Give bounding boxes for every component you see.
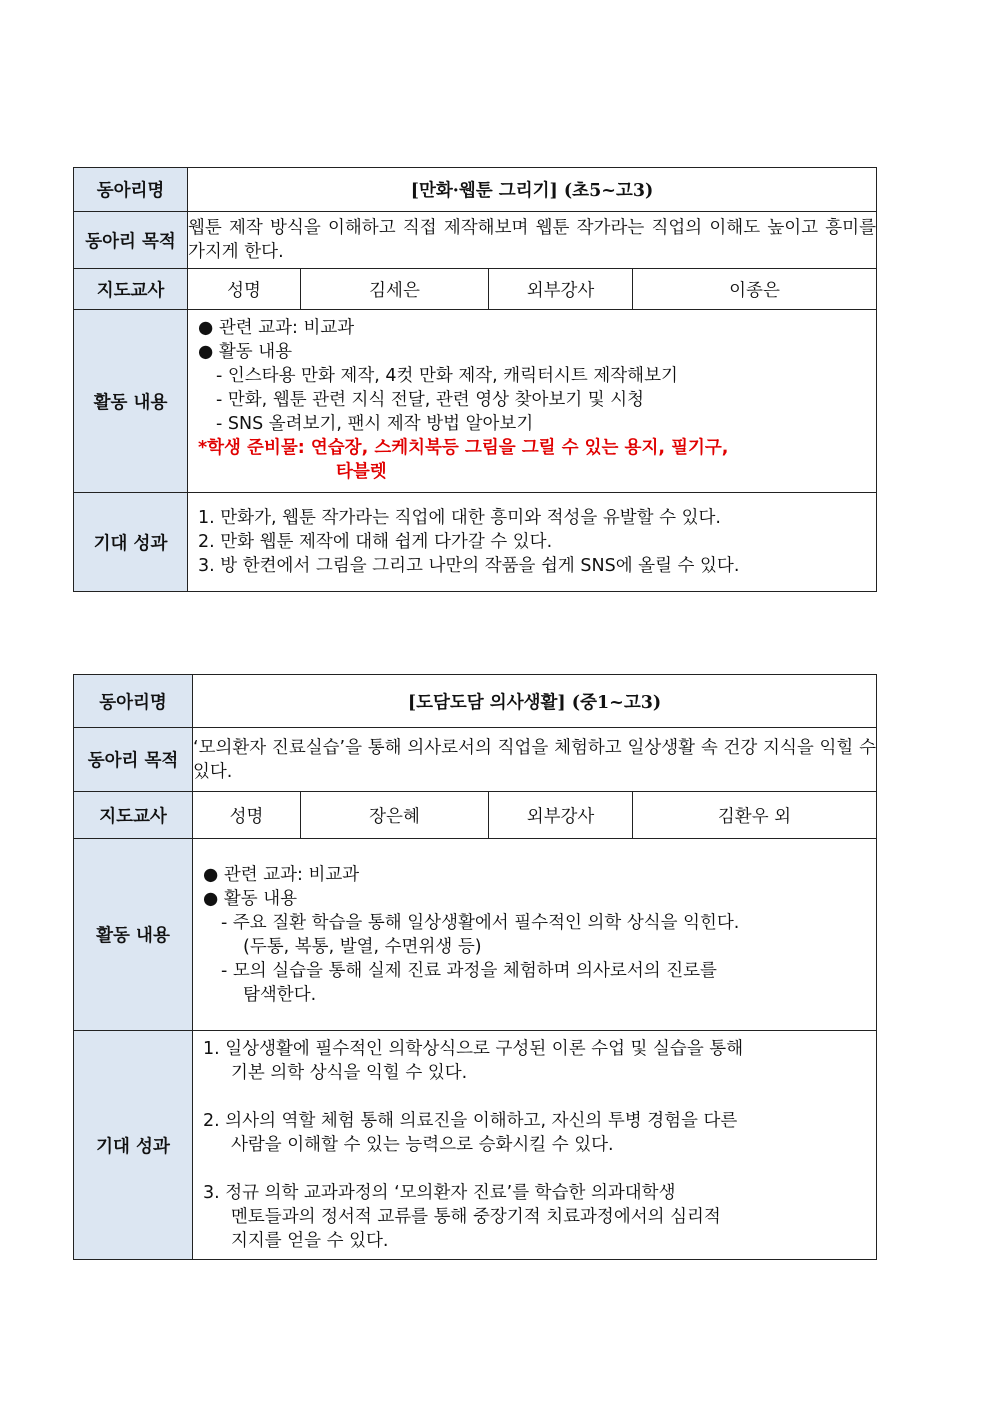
teacher-label: 지도교사	[74, 792, 193, 839]
activity-content	[193, 839, 877, 1031]
purpose-text: ‘모의환자 진료실습’을 통해 의사로서의 직업을 체험하고 일상생활 속 건강 지식을 익힐 수 있다.	[193, 728, 877, 792]
external-name: 이종은	[633, 269, 877, 310]
spacer	[203, 1157, 866, 1181]
club-name-label: 동아리명	[74, 675, 193, 728]
teacher-label: 지도교사	[74, 269, 188, 310]
spacer	[203, 1085, 866, 1109]
supplies-note-cont: 타블렛	[336, 462, 387, 482]
outcome-item: 2. 의사의 역할 체험 통해 의료진을 이해하고, 자신의 투병 경험을 다른	[203, 1111, 738, 1131]
outcome-content	[193, 1031, 877, 1260]
activity-label: 활동 내용	[74, 839, 193, 1031]
subject-line: ● 관련 교과: 비교과	[203, 864, 360, 885]
purpose-label: 동아리 목적	[74, 728, 193, 792]
outcome-item-cont: 멘토들과의 정서적 교류를 통해 중장기적 치료과정에서의 심리적	[231, 1207, 721, 1227]
outcome-item: 1. 일상생활에 필수적인 의학상식으로 구성된 이론 수업 및 실습을 통해	[203, 1039, 744, 1059]
outcome-content	[188, 493, 877, 592]
outcome-item: 3. 방 한켠에서 그림을 그리고 나만의 작품을 쉽게 SNS에 올릴 수 있다.	[198, 556, 740, 576]
external-name: 김환우 외	[633, 792, 877, 839]
purpose-text: 웹툰 제작 방식을 이해하고 직접 제작해보며 웹툰 작가라는 직업의 이해도 높이고 흥미를 가지게 한다.	[188, 212, 877, 269]
outcome-item: 2. 만화 웹툰 제작에 대해 쉽게 다가갈 수 있다.	[198, 532, 553, 552]
outcome-item-cont: 기본 의학 상식을 익힐 수 있다.	[231, 1063, 468, 1083]
outcome-item: 1. 만화가, 웹툰 작가라는 직업에 대한 흥미와 적성을 유발할 수 있다.	[198, 508, 721, 528]
teacher-name: 김세은	[301, 269, 489, 310]
activity-item: - SNS 올려보기, 팬시 제작 방법 알아보기	[216, 414, 534, 434]
outcome-item-cont: 사람을 이해할 수 있는 능력으로 승화시킬 수 있다.	[231, 1135, 614, 1155]
supplies-note: *학생 준비물: 연습장, 스케치북등 그림을 그릴 수 있는 용지, 필기구,	[198, 438, 729, 458]
activity-item-cont: 탐색한다.	[243, 984, 317, 1005]
club-table-doctor	[73, 674, 877, 1260]
outcome-item-cont: 지지를 얻을 수 있다.	[231, 1231, 389, 1251]
activity-label: 활동 내용	[74, 310, 188, 493]
club-title: [만화·웹툰 그리기] (초5~고3)	[188, 168, 877, 212]
activity-item: - 주요 질환 학습을 통해 일상생활에서 필수적인 의학 상식을 익힌다.	[221, 912, 740, 933]
teacher-name: 장은혜	[301, 792, 489, 839]
activity-content	[188, 310, 877, 493]
external-label: 외부강사	[489, 269, 633, 310]
external-label: 외부강사	[489, 792, 633, 839]
club-table-webtoon	[73, 167, 877, 592]
activity-item: - 인스타용 만화 제작, 4컷 만화 제작, 캐릭터시트 제작해보기	[216, 366, 678, 386]
activity-item-cont: (두통, 복통, 발열, 수면위생 등)	[243, 936, 482, 957]
name-label: 성명	[193, 792, 301, 839]
outcome-label: 기대 성과	[74, 493, 188, 592]
outcome-item: 3. 정규 의학 교과과정의 ‘모의환자 진료’를 학습한 의과대학생	[203, 1183, 676, 1203]
name-label: 성명	[188, 269, 301, 310]
purpose-label: 동아리 목적	[74, 212, 188, 269]
activity-header: ● 활동 내용	[203, 888, 298, 909]
activity-item: - 만화, 웹툰 관련 지식 전달, 관련 영상 찾아보기 및 시청	[216, 390, 645, 410]
club-title: [도담도담 의사생활] (중1~고3)	[193, 675, 877, 728]
club-name-label: 동아리명	[74, 168, 188, 212]
activity-header: ● 활동 내용	[198, 342, 293, 362]
outcome-label: 기대 성과	[74, 1031, 193, 1260]
subject-line: ● 관련 교과: 비교과	[198, 318, 355, 338]
activity-item: - 모의 실습을 통해 실제 진료 과정을 체험하며 의사로서의 진로를	[221, 960, 717, 981]
